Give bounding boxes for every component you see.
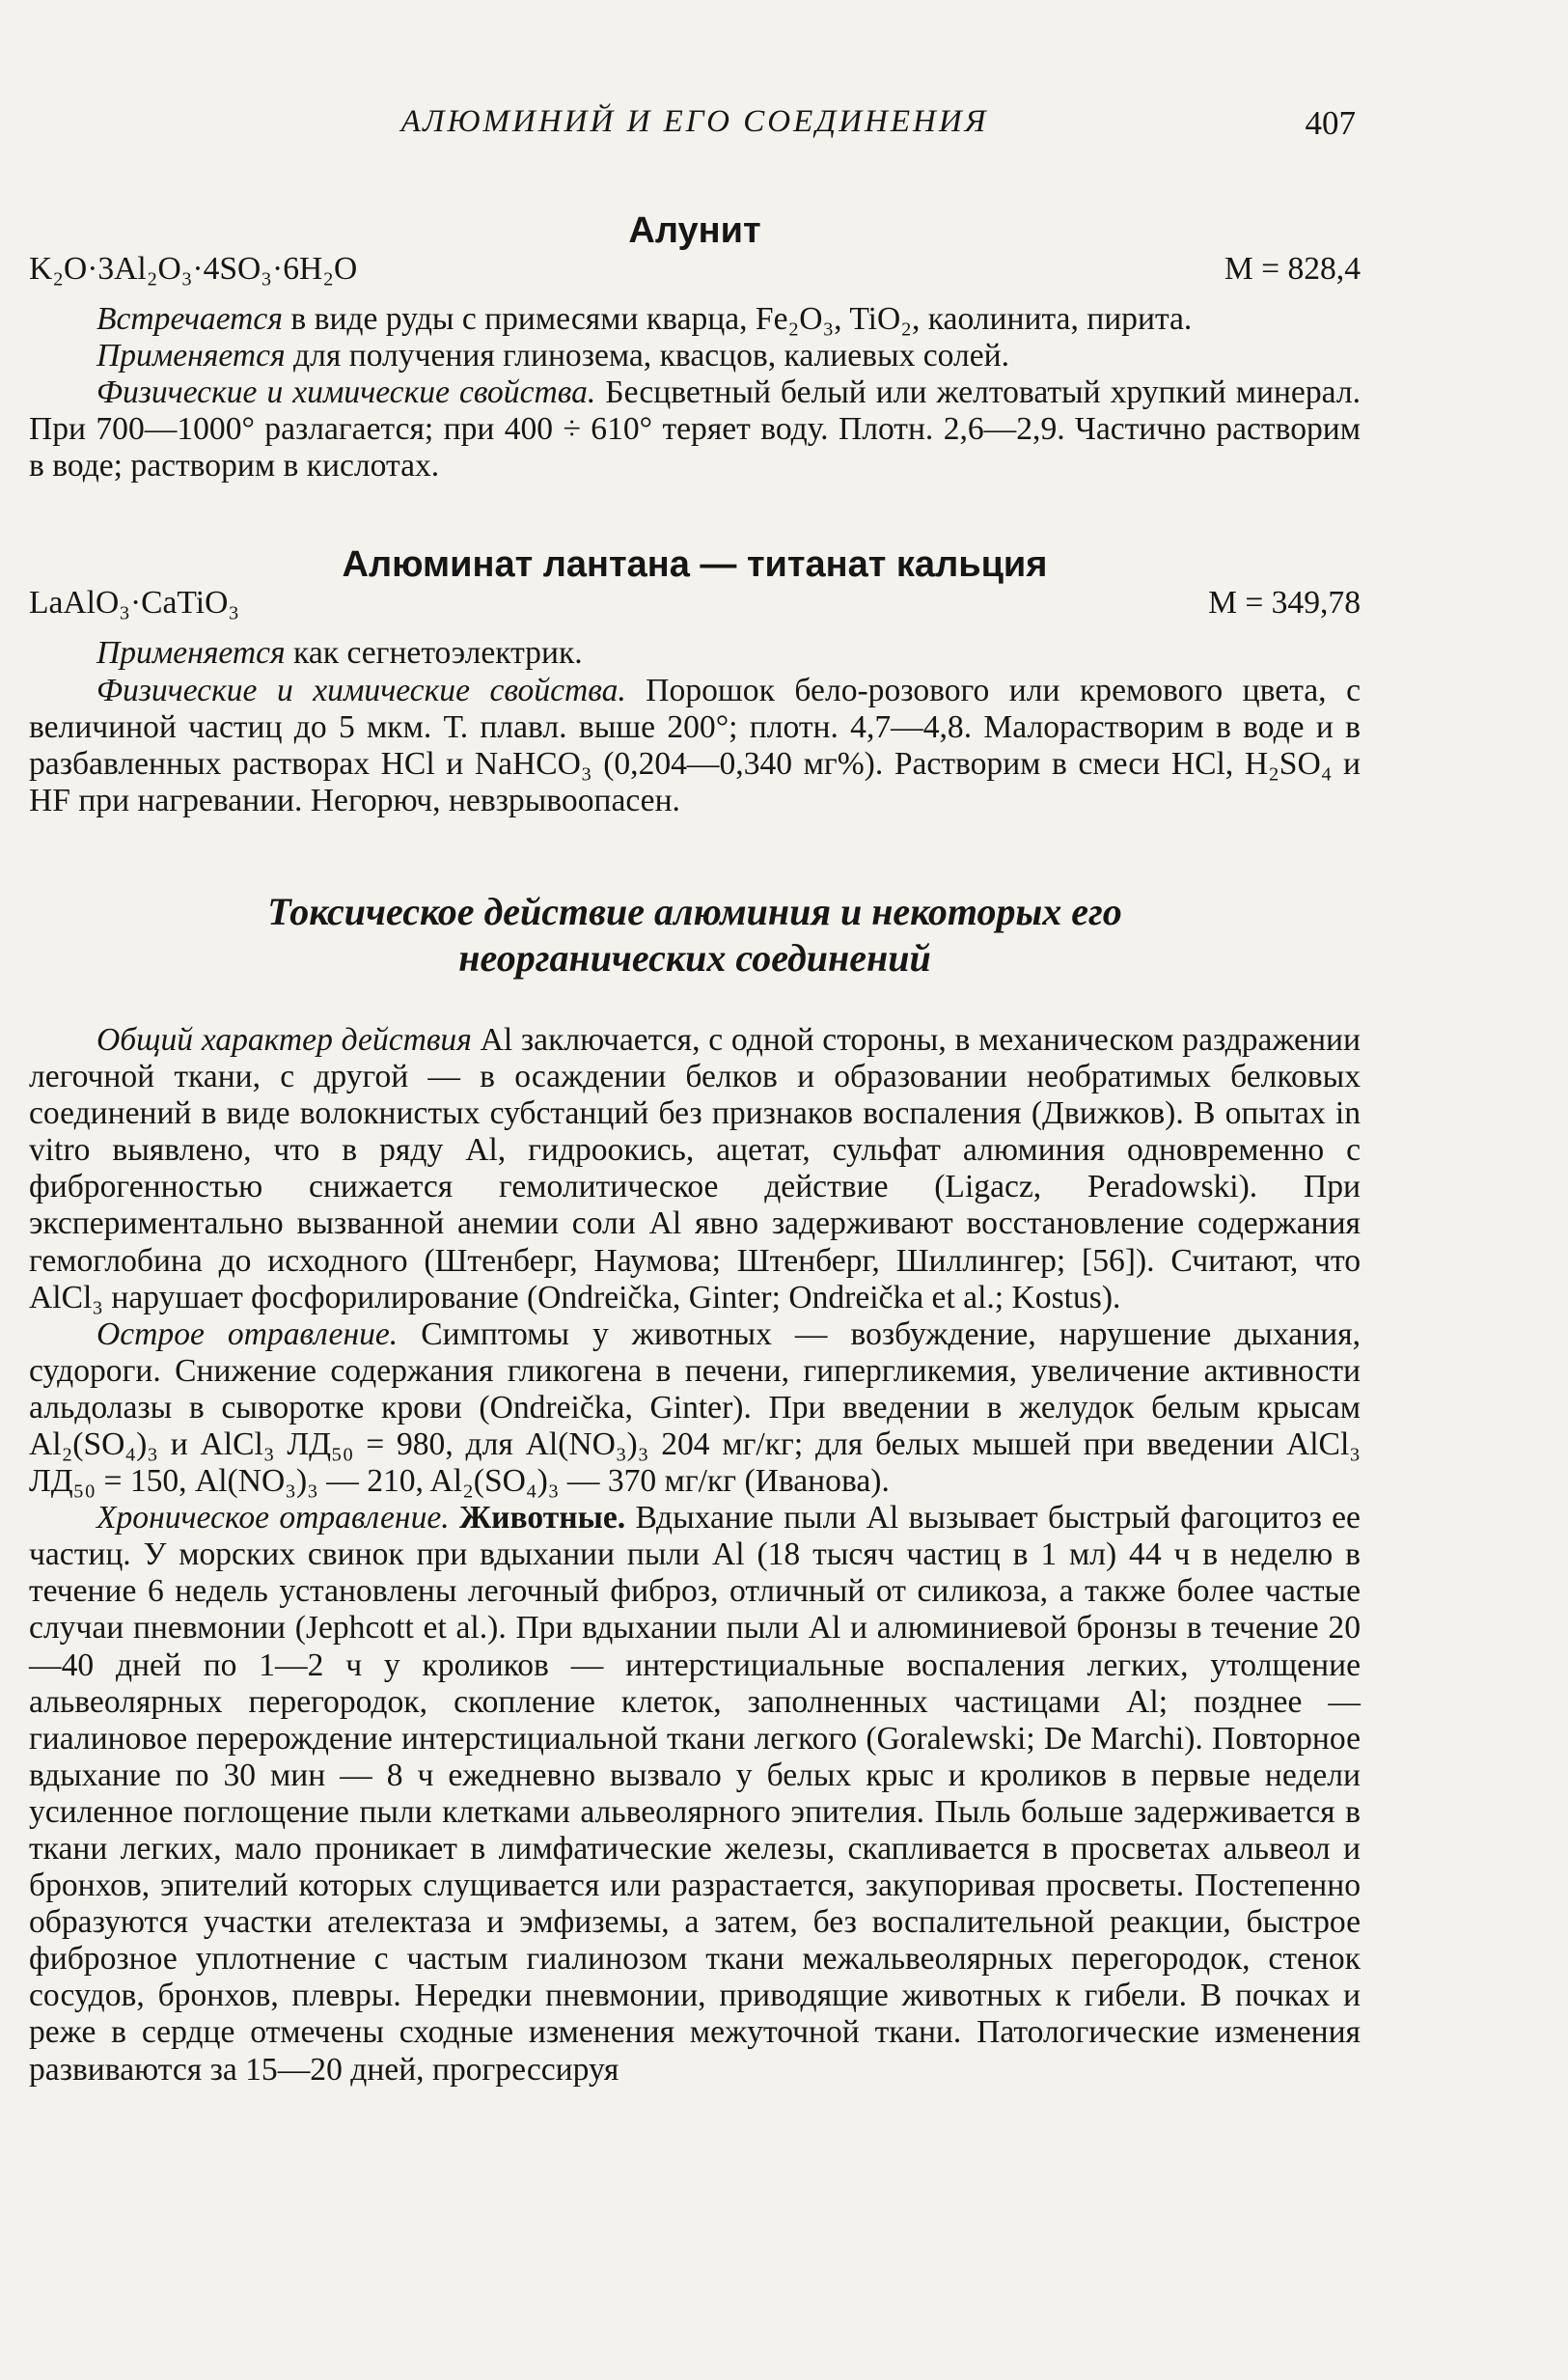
paragraph-lead: Физические и химические свойства. [96, 374, 596, 411]
paragraph-lead: Хроническое отравление. [96, 1500, 450, 1536]
molar-mass: M = 828,4 [1224, 251, 1361, 287]
formula-row-lanthanum [29, 585, 1361, 622]
entry-title-lanthanum-aluminate: Алюминат лантана — титанат кальция [342, 544, 1048, 586]
molar-mass: M = 349,78 [1208, 585, 1361, 622]
paragraph-subhead: Животные. [449, 1500, 626, 1536]
section-title [29, 889, 1361, 982]
paragraph-lead: Встречается [96, 301, 283, 337]
paragraph-chronic-poisoning [29, 1500, 1361, 2089]
section-toxic-action [29, 889, 1361, 2089]
paragraph-usage [29, 338, 1361, 374]
entry-title-alunite: Алунит [628, 210, 761, 251]
paragraph-lead: Применяется [96, 338, 286, 374]
formula-row-alunite [29, 251, 1361, 288]
paragraph-general-action [29, 1022, 1361, 1316]
paragraph-lead: Физические и химические свойства. [96, 672, 626, 708]
paragraph-lead: Применяется [96, 635, 286, 672]
page-number: 407 [1305, 104, 1356, 142]
paragraph-text: Порошок бело-розового или кремового цвета, с величиной частиц до 5 мкм. Т. плавл. выше 200°; плотн. 4,7—4,8. Малорастворим в воде и в разбавленных растворах HCl и NaHCO₃ (0,204—0,340 мг%). Растворим в смеси HCl, H₂SO₄ и HF при нагревании. Негорюч, невзрывоопасен. [29, 672, 1361, 818]
paragraph-text: Al заключается, с одной стороны, в механическом раздражении легочной ткани, с другой — в осаждении белков и образовании необратимых белковых соединений в виде волокнистых субстанций без признаков воспаления (Движков). В опытах in vitro выявлено, что в ряду Al, гидроокись, ацетат, сульфат алюминия одновременно с фиброгенностью снижается гемолитическое действие (Ligacz, Peradowski). При экспериментально вызванной анемии соли Al явно задерживают восстановление содержания гемоглобина до исходного (Штенберг, Наумова; Штенберг, Шиллингер; [56]). Считают, что AlCl₃ нарушает фосфорилирование (Ondreička, Ginter; Ondreička et al.; Kostus). [29, 1021, 1361, 1315]
page-content [29, 210, 1361, 2089]
paragraph-text: Вдыхание пыли Al вызывает быстрый фагоцитоз ее частиц. У морских свинок при вдыхании пыли Al (18 тысяч частиц в 1 мл) 44 ч в неделю в течение 6 недель установлены легочный фиброз, отличный от силикоза, а также более частые случаи пневмонии (Jephcott et al.). При вдыхании пыли Al и алюминиевой бронзы в течение 20—40 дней по 1—2 ч у кроликов — интерстициальные воспаления легких, утолщение альвеолярных перегородок, скопление клеток, заполненных частицами Al; позднее — гиалиновое перерождение интерстициальной ткани легкого (Goralewski; De Marchi). Повторное вдыхание по 30 мин — 8 ч ежедневно вызвало у белых крыс и кроликов в первые недели усиленное поглощение пыли клетками альвеолярного эпителия. Пыль больше задерживается в ткани легких, мало проникает в лимфатические железы, скапливается в просветах альвеол и бронхов, эпителий которых слущивается или разрастается, закупоривая просветы. Постепенно образуются участки ателектаза и эмфиземы, а затем, без воспалительной реакции, быстрое фиброзное уплотнение с частым гиалинозом ткани межальвеолярных перегородок, стенок сосудов, бронхов, плевры. Нередки пневмонии, приводящие животных к гибели. В почках и реже в сердце отмечены сходные изменения межуточной ткани. Патологические изменения развиваются за 15—20 дней, прогрессируя [29, 1500, 1361, 2088]
paragraph-text: в виде руды с примесями кварца, Fe₂O₃, TiO₂, каолинита, пирита. [282, 301, 1193, 337]
paragraph-text: для получения глинозема, квасцов, калиевых солей. [285, 338, 1010, 374]
paragraph-lead: Острое отравление. [96, 1315, 399, 1352]
paragraph-text: как сегнетоэлектрик. [285, 635, 583, 672]
chemical-formula: K₂O·3Al₂O₃·4SO₃·6H₂O [29, 251, 358, 287]
entry-lanthanum-aluminate [29, 544, 1361, 818]
paragraph-properties [29, 673, 1361, 819]
paragraph-occurrence [29, 301, 1361, 338]
running-head: АЛЮМИНИЙ И ЕГО СОЕДИНЕНИЯ [400, 104, 989, 139]
entry-alunite [29, 210, 1361, 484]
paragraph-acute-poisoning [29, 1316, 1361, 1500]
paragraph-usage [29, 635, 1361, 672]
paragraph-text: Бесцветный белый или желтоватый хрупкий минерал. При 700—1000° разлагается; при 400 ÷ 610° теряет воду. Плотн. 2,6—2,9. Частично растворим в воде; растворим в кислотах. [29, 374, 1361, 484]
section-title-line: неорганических соединений [458, 935, 931, 980]
chemical-formula: LaAlO₃·CaTiO₃ [29, 585, 240, 622]
paragraph-text: Симптомы у животных — возбуждение, нарушение дыхания, судороги. Снижение содержания гликогена в печени, гипергликемия, увеличение активности альдолазы в сыворотке крови (Ondreička, Ginter). При введении в желудок белым крысам Al₂(SO₄)₃ и AlCl₃ ЛД₅₀ = 980, для Al(NO₃)₃ 204 мг/кг; для белых мышей при введении AlCl₃ ЛД₅₀ = 150, Al(NO₃)₃ — 210, Al₂(SO₄)₃ — 370 мг/кг (Иванова). [29, 1315, 1361, 1500]
paragraph-lead: Общий характер действия [96, 1021, 472, 1058]
paragraph-properties [29, 374, 1361, 484]
section-title-line: Токсическое действие алюминия и некоторых его [267, 889, 1122, 933]
